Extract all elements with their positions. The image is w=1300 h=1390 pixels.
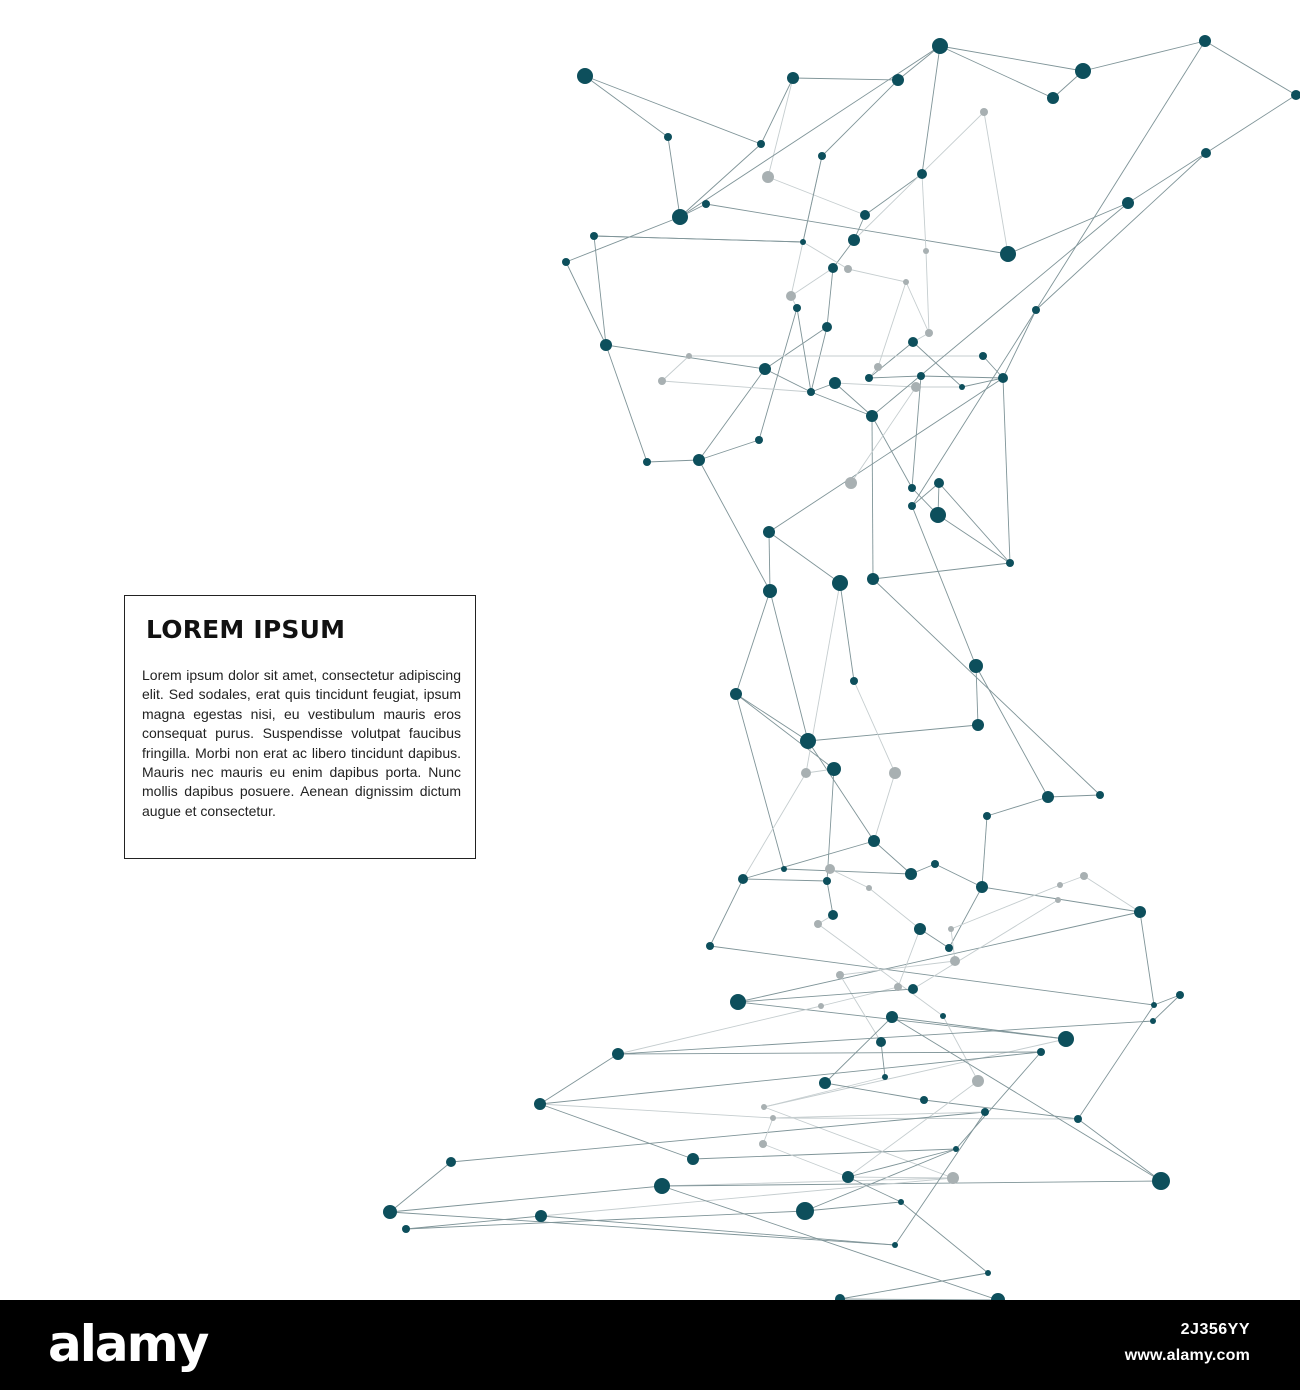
- network-node: [823, 877, 831, 885]
- network-edge: [901, 1202, 988, 1273]
- network-node: [953, 1146, 959, 1152]
- network-node: [1057, 882, 1063, 888]
- network-edge: [765, 369, 811, 392]
- network-node: [825, 864, 835, 874]
- network-node: [686, 353, 692, 359]
- network-node: [886, 1011, 898, 1023]
- network-edge: [768, 78, 793, 177]
- network-edge: [874, 841, 911, 874]
- network-node: [842, 1171, 854, 1183]
- network-node: [874, 363, 882, 371]
- network-edge: [1008, 203, 1128, 254]
- network-edge: [1003, 378, 1010, 563]
- network-node: [865, 374, 873, 382]
- network-edge: [540, 1104, 773, 1118]
- network-edge: [451, 1112, 985, 1162]
- network-node: [945, 944, 953, 952]
- network-node: [786, 291, 796, 301]
- network-node: [1152, 1172, 1170, 1190]
- network-node: [763, 526, 775, 538]
- network-node: [793, 304, 801, 312]
- text-box-title: LOREM IPSUM: [146, 615, 346, 644]
- watermark-footer: [0, 1300, 1300, 1390]
- network-node: [948, 926, 954, 932]
- network-node: [1042, 791, 1054, 803]
- network-node: [759, 1140, 767, 1148]
- network-node: [917, 169, 927, 179]
- network-node: [930, 507, 946, 523]
- network-node: [860, 210, 870, 220]
- network-edge: [811, 392, 872, 416]
- network-node: [914, 923, 926, 935]
- network-edge: [793, 78, 898, 80]
- network-node: [898, 1199, 904, 1205]
- network-node: [1291, 90, 1300, 100]
- network-edge: [699, 460, 770, 591]
- network-node: [836, 971, 844, 979]
- network-node: [844, 265, 852, 273]
- network-node: [845, 477, 857, 489]
- network-edge: [784, 869, 911, 874]
- network-node: [807, 388, 815, 396]
- network-node: [383, 1205, 397, 1219]
- network-node: [908, 502, 916, 510]
- image-id: 2J356YY: [1180, 1321, 1250, 1338]
- network-node: [759, 363, 771, 375]
- network-edge: [743, 879, 827, 881]
- network-edge: [825, 1083, 924, 1100]
- network-node: [850, 677, 858, 685]
- network-edge: [878, 282, 906, 367]
- network-node: [917, 372, 925, 380]
- network-node: [818, 1003, 824, 1009]
- network-edge: [982, 816, 987, 887]
- network-node: [687, 1153, 699, 1165]
- network-edge: [827, 881, 833, 915]
- network-edge: [761, 78, 793, 144]
- network-edge: [827, 268, 833, 327]
- network-node: [800, 239, 806, 245]
- network-node: [1134, 906, 1146, 918]
- network-edge: [808, 725, 978, 741]
- network-edge: [668, 137, 680, 217]
- network-node: [1080, 872, 1088, 880]
- network-node: [866, 885, 872, 891]
- network-edge: [848, 1177, 901, 1202]
- network-node: [908, 984, 918, 994]
- network-edge: [1128, 153, 1206, 203]
- network-node: [672, 209, 688, 225]
- network-edge: [699, 440, 759, 460]
- network-node: [976, 881, 988, 893]
- network-edge: [406, 1216, 541, 1229]
- network-edge: [769, 378, 1003, 532]
- network-node: [911, 382, 921, 392]
- network-edge: [1154, 995, 1180, 1005]
- network-node: [920, 1096, 928, 1104]
- network-edge: [951, 885, 1060, 929]
- network-node: [998, 373, 1008, 383]
- network-edge: [805, 1202, 901, 1211]
- network-edge: [738, 989, 913, 1002]
- network-edge: [791, 268, 833, 296]
- network-node: [1074, 1115, 1082, 1123]
- network-node: [800, 733, 816, 749]
- network-edge: [926, 251, 929, 333]
- network-edge: [585, 76, 668, 137]
- network-node: [925, 329, 933, 337]
- network-edge: [840, 1273, 988, 1299]
- network-edge: [736, 591, 770, 694]
- site-url: www.alamy.com: [1124, 1347, 1250, 1364]
- network-edge: [803, 242, 848, 269]
- network-node: [818, 152, 826, 160]
- network-node: [787, 72, 799, 84]
- network-node: [535, 1210, 547, 1222]
- network-node: [730, 688, 742, 700]
- network-edge: [865, 174, 922, 215]
- network-node: [892, 74, 904, 86]
- network-node: [866, 410, 878, 422]
- network-edge: [1083, 41, 1205, 71]
- network-edge: [693, 1149, 956, 1159]
- network-edge: [869, 888, 920, 929]
- network-node: [980, 108, 988, 116]
- network-edge: [803, 156, 822, 242]
- network-edge: [873, 563, 1010, 579]
- network-node: [1151, 1002, 1157, 1008]
- text-box-body: Lorem ipsum dolor sit amet, consectetur adipiscing elit. Sed sodales, erat quis tincidunt feugiat, ipsum magna egestas nisi, eu vestibulum mauris eros consequat purus. Suspendisse volutpat faucibus fringilla. Morbi non erat ac libero tincidunt dapibus. Mauris nec mauris eu enim dapibus porta. Nunc mollis dapibus posuere. Aenean dignissim dictum augue et consectetur.: [142, 667, 461, 819]
- network-node: [819, 1077, 831, 1089]
- network-edge: [835, 383, 872, 416]
- network-node: [664, 133, 672, 141]
- network-edge: [1048, 795, 1100, 797]
- text-box: [124, 595, 476, 859]
- network-edge: [921, 376, 1003, 378]
- network-nodes: [383, 35, 1300, 1300]
- network-edge: [797, 308, 811, 392]
- network-node: [590, 232, 598, 240]
- network-edge: [765, 327, 827, 369]
- network-edge: [540, 1054, 618, 1104]
- network-edge: [1084, 876, 1140, 912]
- network-node: [822, 322, 832, 332]
- network-edge: [710, 879, 743, 946]
- network-node: [972, 1075, 984, 1087]
- network-edge: [618, 1006, 821, 1054]
- network-edge: [763, 1144, 848, 1177]
- network-edge: [736, 694, 834, 769]
- network-edge: [566, 262, 606, 345]
- network-node: [755, 436, 763, 444]
- network-node: [983, 812, 991, 820]
- network-node: [1176, 991, 1184, 999]
- network-edge: [822, 80, 898, 156]
- network-node: [959, 384, 965, 390]
- network-node: [981, 1108, 989, 1116]
- network-edge: [869, 342, 913, 378]
- network-edge: [647, 460, 699, 462]
- network-edge: [840, 961, 955, 975]
- network-edge: [976, 666, 1048, 797]
- network-edge: [763, 1118, 773, 1144]
- network-edge: [606, 345, 765, 369]
- network-node: [757, 140, 765, 148]
- network-edge: [710, 946, 1154, 1005]
- network-edge: [912, 376, 921, 488]
- network-edge: [854, 681, 895, 773]
- network-edge: [872, 416, 912, 488]
- network-edge: [898, 46, 940, 80]
- network-edge: [982, 887, 1140, 912]
- network-node: [889, 767, 901, 779]
- network-node: [991, 1293, 1005, 1300]
- network-node: [985, 1270, 991, 1276]
- network-node: [1047, 92, 1059, 104]
- network-node: [658, 377, 666, 385]
- network-node: [903, 279, 909, 285]
- network-node: [781, 866, 787, 872]
- network-edge: [738, 912, 1140, 1002]
- network-node: [796, 1202, 814, 1220]
- network-node: [1199, 35, 1211, 47]
- network-edge: [769, 532, 770, 591]
- network-node: [562, 258, 570, 266]
- network-node: [761, 1104, 767, 1110]
- alamy-logo: alamy: [48, 1315, 208, 1373]
- network-node: [730, 994, 746, 1010]
- network-node: [402, 1225, 410, 1233]
- network-edge: [662, 381, 811, 392]
- network-node: [969, 659, 983, 673]
- network-node: [940, 1013, 946, 1019]
- network-node: [763, 584, 777, 598]
- network-node: [934, 478, 944, 488]
- network-node: [1032, 306, 1040, 314]
- network-edge: [662, 356, 689, 381]
- network-node: [868, 835, 880, 847]
- network-node: [828, 263, 838, 273]
- network-node: [770, 1115, 776, 1121]
- network-node: [738, 874, 748, 884]
- network-node: [894, 983, 902, 991]
- network-node: [827, 762, 841, 776]
- network-edge: [1078, 1119, 1161, 1181]
- network-node: [905, 868, 917, 880]
- network-edge: [984, 112, 1008, 254]
- network-node: [1096, 791, 1104, 799]
- network-edge: [540, 1052, 1041, 1104]
- network-node: [1075, 63, 1091, 79]
- network-edge: [840, 583, 854, 681]
- network-edge: [1003, 310, 1036, 378]
- network-node: [908, 337, 918, 347]
- network-node: [1058, 1031, 1074, 1047]
- network-node: [979, 352, 987, 360]
- network-edge: [873, 579, 1100, 795]
- network-node: [643, 458, 651, 466]
- network-edge: [835, 383, 916, 387]
- network-edge: [1036, 41, 1205, 310]
- network-node: [600, 339, 612, 351]
- network-edge: [892, 1017, 1161, 1181]
- network-node: [612, 1048, 624, 1060]
- network-node: [931, 860, 939, 868]
- network-node: [950, 956, 960, 966]
- network-edge: [872, 203, 1128, 416]
- network-edge: [949, 887, 982, 948]
- network-edge: [840, 975, 881, 1042]
- network-node: [867, 573, 879, 585]
- network-edge: [912, 506, 976, 666]
- network-node: [702, 200, 710, 208]
- network-edge: [585, 76, 761, 144]
- network-node: [923, 248, 929, 254]
- network-node: [1122, 197, 1134, 209]
- network-edge: [764, 1039, 1066, 1107]
- network-edge: [541, 1216, 895, 1245]
- network-edge: [987, 797, 1048, 816]
- network-edge: [606, 345, 647, 462]
- network-node: [932, 38, 948, 54]
- network-node: [577, 68, 593, 84]
- network-node: [1006, 559, 1014, 567]
- network-edge: [922, 46, 940, 174]
- network-node: [876, 1037, 886, 1047]
- network-node: [693, 454, 705, 466]
- network-edge: [874, 773, 895, 841]
- network-edge: [566, 217, 680, 262]
- network-node: [892, 1242, 898, 1248]
- network-edge: [913, 900, 1058, 989]
- network-edge: [1206, 95, 1296, 153]
- network-edge: [390, 1212, 895, 1245]
- network-edge: [738, 1002, 1066, 1039]
- network-node: [1055, 897, 1061, 903]
- network-node: [972, 719, 984, 731]
- network-node: [762, 171, 774, 183]
- network-node: [1037, 1048, 1045, 1056]
- network-node: [1201, 148, 1211, 158]
- network-edge: [851, 387, 916, 483]
- network-edge: [808, 741, 874, 841]
- network-node: [814, 920, 822, 928]
- network-node: [829, 377, 841, 389]
- network-edge: [906, 282, 929, 333]
- network-node: [654, 1178, 670, 1194]
- network-edge: [872, 416, 873, 579]
- network-lines: [390, 41, 1296, 1300]
- network-edge: [881, 1042, 885, 1077]
- network-edge: [618, 1052, 1041, 1054]
- network-edge: [848, 269, 906, 282]
- network-node: [706, 942, 714, 950]
- network-edge: [594, 236, 606, 345]
- network-edge: [821, 987, 898, 1006]
- network-node: [828, 910, 838, 920]
- network-node: [1000, 246, 1016, 262]
- network-node: [801, 768, 811, 778]
- network-edge: [940, 46, 1083, 71]
- network-edge: [770, 591, 808, 741]
- network-edge: [390, 1162, 451, 1212]
- network-edge: [1078, 1005, 1154, 1119]
- network-node: [882, 1074, 888, 1080]
- network-edge: [662, 1186, 998, 1300]
- network-edge: [1153, 995, 1180, 1021]
- network-node: [908, 484, 916, 492]
- network-edge: [390, 1186, 662, 1212]
- network-edge: [898, 929, 920, 987]
- network-edge: [912, 310, 1036, 506]
- network-edge: [680, 46, 940, 217]
- network-node: [848, 234, 860, 246]
- network-edge: [848, 1177, 953, 1178]
- network-edge: [1140, 912, 1154, 1005]
- network-node: [832, 575, 848, 591]
- network-edge: [769, 532, 840, 583]
- network-edge: [935, 864, 982, 887]
- network-node: [947, 1172, 959, 1184]
- network-edge: [940, 46, 1053, 98]
- network-edge: [869, 376, 921, 378]
- network-edge: [1205, 41, 1296, 95]
- network-node: [534, 1098, 546, 1110]
- network-edge: [976, 666, 978, 725]
- network-edge: [699, 369, 765, 460]
- network-node: [446, 1157, 456, 1167]
- network-node: [1150, 1018, 1156, 1024]
- network-edge: [773, 1118, 1078, 1119]
